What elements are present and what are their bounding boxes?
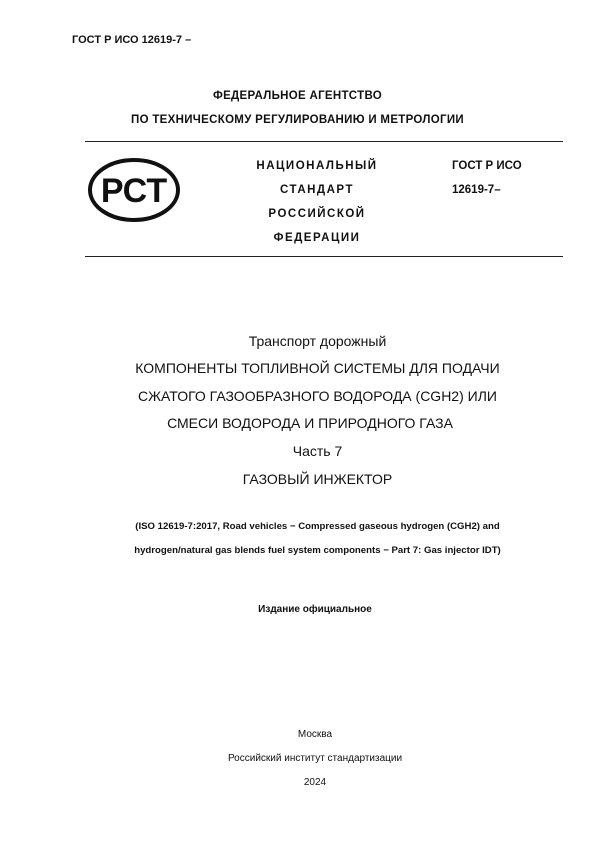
iso-reference-line-2: hydrogen/natural gas blends fuel system components − Part 7: Gas injector IDT) <box>134 545 501 556</box>
bottom-divider <box>85 256 563 257</box>
logo-text: РСТ <box>100 172 168 210</box>
iso-reference-line-1: (ISO 12619-7:2017, Road vehicles − Compressed gaseous hydrogen (CGH2) and <box>135 521 500 532</box>
title-line-3: СЖАТОГО ГАЗООБРАЗНОГО ВОДОРОДА (CGH2) ИЛИ <box>138 388 497 404</box>
edition-label: Издание официальное <box>258 604 372 615</box>
publication-city: Москва <box>297 729 333 740</box>
title-line-2: КОМПОНЕНТЫ ТОПЛИВНОЙ СИСТЕМЫ ДЛЯ ПОДАЧИ <box>135 360 500 376</box>
gost-line-1: ГОСТ Р ИСО <box>452 160 522 172</box>
publication-year: 2024 <box>303 777 327 788</box>
national-line-4: ФЕДЕРАЦИИ <box>273 232 361 244</box>
agency-line-1: ФЕДЕРАЛЬНОЕ АГЕНТСТВО <box>212 90 383 102</box>
title-line-4: СМЕСИ ВОДОРОДА И ПРИРОДНОГО ГАЗА <box>167 415 453 431</box>
agency-line-2: ПО ТЕХНИЧЕСКОМУ РЕГУЛИРОВАНИЮ И МЕТРОЛОГИИ <box>131 114 464 126</box>
national-line-2: СТАНДАРТ <box>280 184 354 196</box>
top-divider <box>85 141 563 142</box>
gost-line-2: 12619-7– <box>452 184 501 196</box>
publisher-name: Российский институт стандартизации <box>227 753 403 764</box>
national-line-3: РОССИЙСКОЙ <box>268 208 366 220</box>
part-label: Часть 7 <box>292 443 343 459</box>
part-subtitle: ГАЗОВЫЙ ИНЖЕКТОР <box>242 471 393 487</box>
document-code: ГОСТ Р ИСО 12619-7 – <box>72 34 192 46</box>
national-line-1: НАЦИОНАЛЬНЫЙ <box>256 160 378 172</box>
rst-logo-icon <box>88 158 180 222</box>
title-line-1: Транспорт дорожный <box>248 333 387 349</box>
